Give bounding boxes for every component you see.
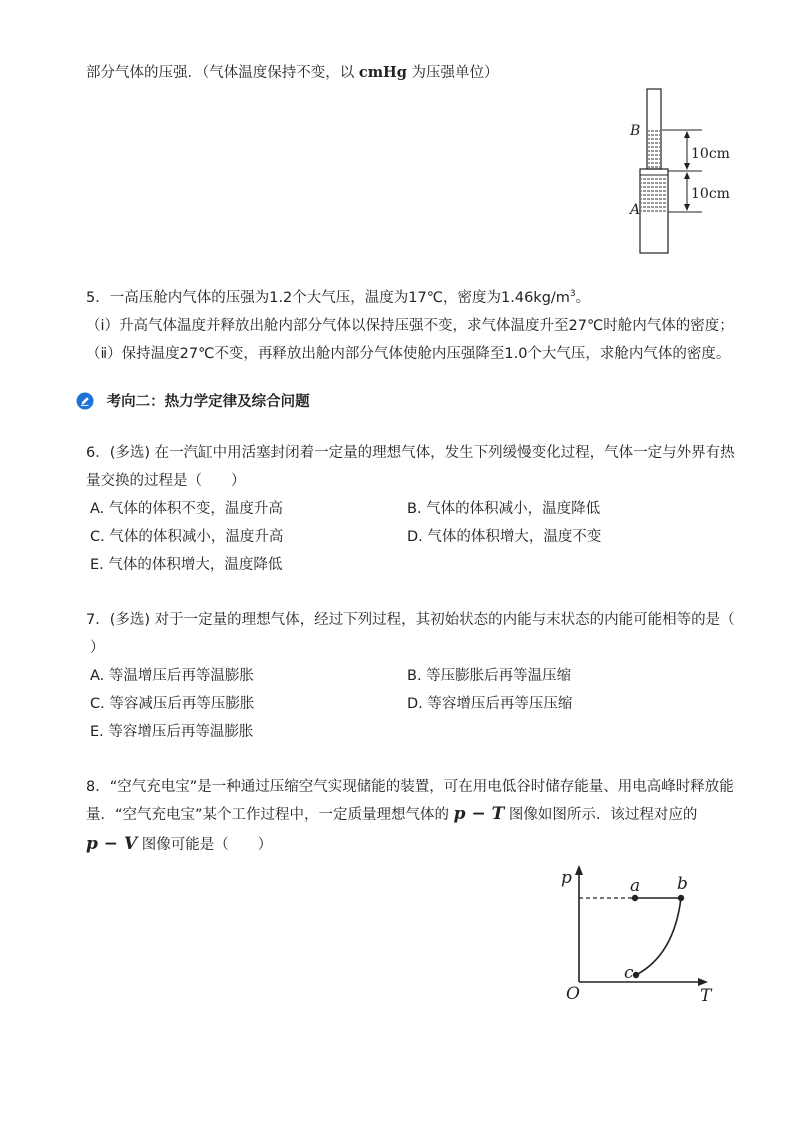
text-segment: 5．一高压舱内气体的压强为1.2个大气压，温度为17℃，密度为1.46kg/m	[86, 290, 570, 306]
q7-option-c[interactable]: C. 等容减压后再等压膨胀	[90, 696, 255, 712]
dim-label-lower: 10cm	[691, 186, 730, 202]
q6-line2: 量交换的过程是（ ）	[86, 473, 246, 489]
label-point-b: b	[677, 874, 688, 894]
section-heading	[76, 390, 310, 411]
label-a: A	[630, 202, 641, 218]
tube-figure	[600, 85, 740, 260]
axis-label-p: p	[561, 868, 572, 888]
y-axis-arrow	[575, 865, 583, 875]
text-segment: 图像如图所示．该过程对应的	[504, 807, 698, 823]
q6-option-c[interactable]: C. 气体的体积减小，温度升高	[90, 529, 284, 545]
origin-label: O	[566, 984, 580, 1004]
q6-line1: 6．(多选) 在一汽缸中用活塞封闭着一定量的理想气体，发生下列缓慢变化过程，气体一定与外界有热	[86, 445, 735, 461]
text-segment: 。	[575, 290, 591, 306]
superscript: 3	[569, 289, 576, 300]
prev-question-tail	[86, 61, 498, 82]
pencil-icon	[76, 392, 94, 410]
q5-part1: （ⅰ）升高气体温度并释放出舱内部分气体以保持压强不变，求气体温度升至27℃时舱内气体的密度；	[86, 318, 734, 334]
q6-option-b[interactable]: B. 气体的体积减小，温度降低	[407, 501, 601, 517]
unit-cmhg: cmHg	[358, 64, 407, 81]
dim-label-upper: 10cm	[691, 146, 730, 162]
q5-part2: （ⅱ）保持温度27℃不变，再释放出舱内部分气体使舱内压强降至1.0个大气压，求舱内气体的密度。	[86, 346, 731, 362]
q6-option-a[interactable]: A. 气体的体积不变，温度升高	[90, 501, 283, 517]
q6-option-d[interactable]: D. 气体的体积增大，温度不变	[407, 529, 602, 545]
q8-line3	[86, 833, 272, 854]
label-point-c: c	[624, 963, 634, 983]
q7-option-d[interactable]: D. 等容增压后再等压压缩	[407, 696, 573, 712]
mercury-column-b	[648, 130, 660, 169]
curve-cb	[636, 898, 681, 975]
label-point-a: a	[630, 876, 641, 896]
text-segment: 为压强单位）	[406, 65, 499, 81]
math-p-v: p − V	[86, 834, 138, 854]
text-segment: 量．“空气充电宝”某个工作过程中，一定质量理想气体的	[86, 807, 454, 823]
text-segment: 图像可能是（ ）	[137, 837, 273, 853]
q7-option-b[interactable]: B. 等压膨胀后再等温压缩	[407, 668, 572, 684]
q6-option-e[interactable]: E. 气体的体积增大，温度降低	[90, 557, 283, 573]
q8-line2	[86, 803, 697, 824]
mercury-column-a	[641, 175, 667, 213]
q5-stem	[86, 286, 590, 307]
q8-line1: 8．“空气充电宝”是一种通过压缩空气实现储能的装置，可在用电低谷时储存能量、用电高峰时释放能	[86, 779, 734, 795]
x-axis-arrow	[698, 978, 708, 986]
label-b: B	[630, 123, 641, 139]
math-p-t: p − T	[453, 804, 505, 824]
q7-line1: 7．(多选) 对于一定量的理想气体，经过下列过程，其初始状态的内能与末状态的内能可能相等的是（	[86, 612, 735, 628]
q7-option-e[interactable]: E. 等容增压后再等温膨胀	[90, 724, 254, 740]
q7-line2: ）	[90, 640, 105, 656]
point-b	[678, 895, 684, 901]
axis-label-t: T	[700, 986, 712, 1006]
section-title: 考向二：热力学定律及综合问题	[106, 394, 310, 410]
text-segment: 部分气体的压强．（气体温度保持不变，以	[86, 65, 359, 81]
q7-option-a[interactable]: A. 等温增压后再等温膨胀	[90, 668, 254, 684]
